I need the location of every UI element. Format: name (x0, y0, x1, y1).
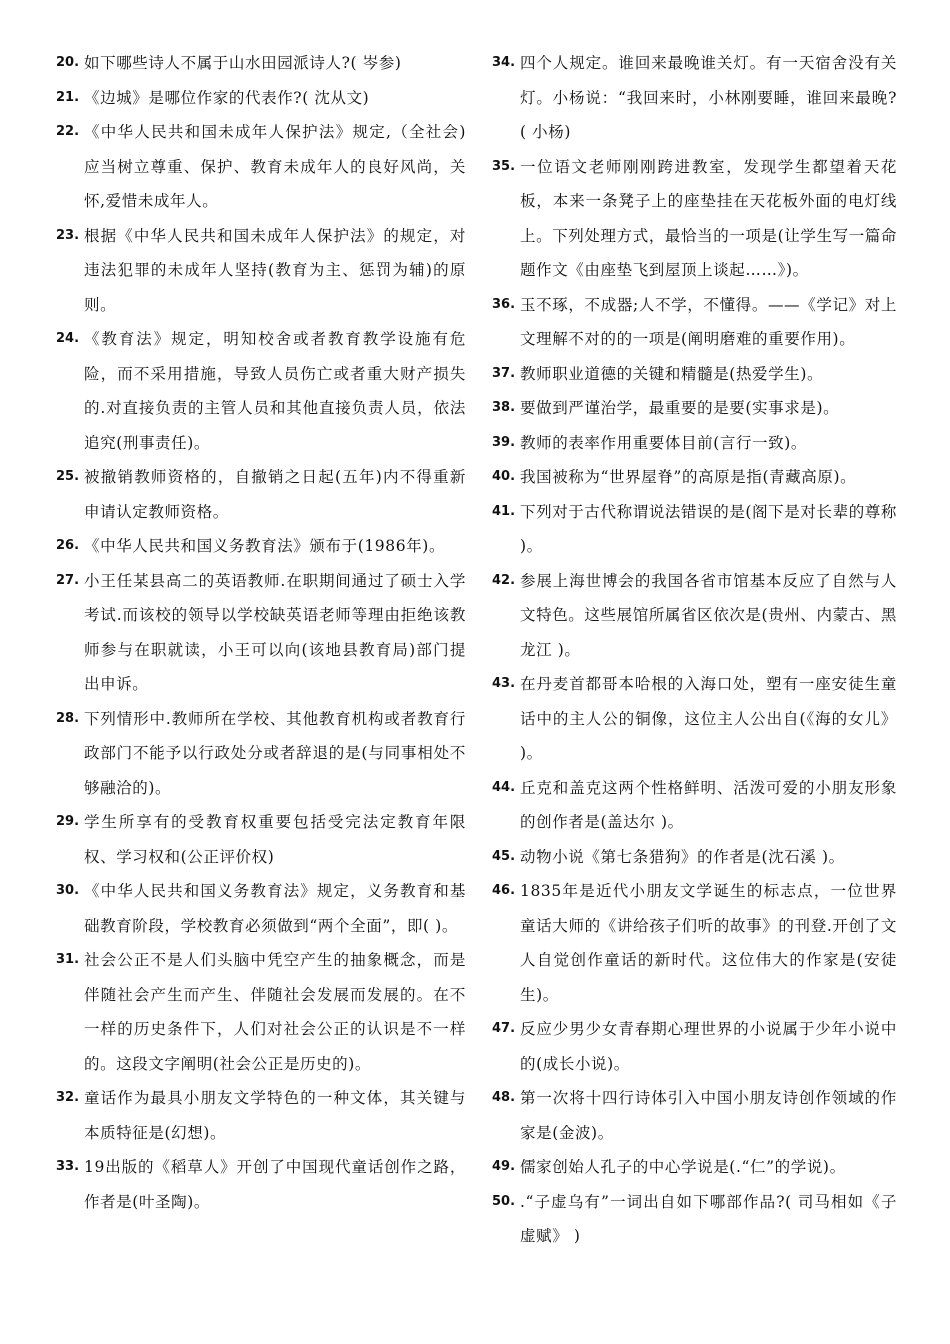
question-item (56, 805, 466, 874)
question-item (492, 391, 897, 426)
question-item (56, 322, 466, 460)
question-number: 46. (492, 883, 516, 898)
question-number: 34. (492, 55, 516, 70)
question-number: 48. (492, 1090, 516, 1105)
question-number: 49. (492, 1159, 516, 1174)
question-number: 38. (492, 400, 516, 415)
question-number: 36. (492, 296, 516, 312)
question-item (56, 1150, 466, 1219)
question-number: 22. (56, 124, 80, 139)
question-text: 社会公正不是人们头脑中凭空产生的抽象概念，而是伴随社会产生而产生、伴随社会发展而发展的。在不一样的历史条件下，人们对社会公正的认识是不一样的。这段文字阐明(社会公正是历史的)。 (84, 951, 466, 1073)
question-item (492, 1081, 897, 1150)
question-number: 29. (56, 814, 80, 829)
question-text: 根据《中华人民共和国未成年人保护法》的规定，对违法犯罪的未成年人坚持(教育为主、惩罚为辅)的原则。 (84, 226, 466, 314)
question-item (492, 357, 897, 392)
question-item (492, 460, 897, 495)
question-item (56, 219, 466, 323)
question-number: 42. (492, 572, 516, 588)
question-number: 30. (56, 883, 80, 898)
question-text: 我国被称为“世界屋脊”的高原是指(青藏高原)。 (520, 468, 857, 486)
question-item (492, 426, 897, 461)
question-number: 23. (56, 227, 80, 243)
question-text: 《边城》是哪位作家的代表作?( 沈从文) (84, 88, 370, 107)
question-number: 27. (56, 572, 80, 588)
question-item (492, 288, 897, 357)
question-item (56, 874, 466, 943)
question-item (492, 840, 897, 875)
question-text: 下列情形中.教师所在学校、其他教育机构或者教育行政部门不能予以行政处分或者辞退的是(与同事相处不够融洽的)。 (84, 709, 466, 797)
question-text: 《中华人民共和国未成年人保护法》规定,（全社会)应当树立尊重、保护、教育未成年人的良好风尚，关怀,爱惜未成年人。 (84, 123, 466, 210)
question-text: 动物小说《第七条猎狗》的作者是(沈石溪 )。 (520, 847, 845, 866)
question-text: 要做到严谨治学，最重要的是要(实事求是)。 (520, 399, 840, 417)
question-text: 儒家创始人孔子的中心学说是(.“仁”的学说)。 (520, 1158, 846, 1176)
question-item (492, 1012, 897, 1081)
question-number: 25. (56, 469, 80, 484)
question-number: 47. (492, 1021, 516, 1036)
question-number: 26. (56, 538, 80, 553)
question-text: 教师职业道德的关键和精髓是(热爱学生)。 (520, 364, 824, 383)
question-item (56, 81, 466, 116)
question-item (492, 667, 897, 771)
question-number: 44. (492, 779, 516, 795)
question-number: 50. (492, 1193, 516, 1209)
question-item (56, 943, 466, 1081)
question-item (56, 529, 466, 564)
question-text: 童话作为最具小朋友文学特色的一种文体，其关键与本质特征是(幻想)。 (84, 1089, 466, 1142)
question-item (56, 115, 466, 219)
question-number: 37. (492, 365, 516, 381)
question-text: 《中华人民共和国义务教育法》颁布于(1986年)。 (84, 537, 446, 555)
question-item (56, 460, 466, 529)
question-number: 32. (56, 1090, 80, 1105)
question-item (492, 150, 897, 288)
question-number: 20. (56, 55, 80, 70)
question-text: 被撤销教师资格的，自撤销之日起(五年)内不得重新申请认定教师资格。 (84, 468, 466, 521)
question-number: 40. (492, 469, 516, 484)
left-question-column (56, 46, 466, 1219)
question-item (492, 564, 897, 668)
question-item (56, 564, 466, 702)
question-text: 反应少男少女青春期心理世界的小说属于少年小说中的(成长小说)。 (520, 1020, 897, 1073)
question-number: 41. (492, 503, 516, 519)
question-text: 19出版的《稻草人》开创了中国现代童话创作之路，作者是(叶圣陶)。 (84, 1158, 466, 1211)
question-item (56, 702, 466, 806)
question-text: 1835年是近代小朋友文学诞生的标志点，一位世界童话大师的《讲给孩子们听的故事》的刊登.开创了文人自觉创作童话的新时代。这位伟大的作家是(安徒生)。 (520, 882, 897, 1004)
question-text: 下列对于古代称谓说法错误的是(阁下是对长辈的尊称 )。 (520, 502, 897, 555)
question-item (492, 1150, 897, 1185)
question-text: 参展上海世博会的我国各省市馆基本反应了自然与人文特色。这些展馆所属省区依次是(贵州、内蒙古、黑龙江 )。 (520, 571, 897, 659)
question-text: .“子虚乌有”一词出自如下哪部作品?( 司马相如《子虚赋》 ) (520, 1192, 897, 1245)
question-number: 33. (56, 1159, 80, 1174)
question-number: 28. (56, 710, 80, 726)
question-text: 在丹麦首都哥本哈根的入海口处，塑有一座安徒生童话中的主人公的铜像，这位主人公出自(《海的女儿》 )。 (520, 675, 897, 762)
question-item (492, 771, 897, 840)
question-number: 24. (56, 331, 80, 346)
question-text: 丘克和盖克这两个性格鲜明、活泼可爱的小朋友形象的创作者是(盖达尔 )。 (520, 778, 897, 831)
question-number: 43. (492, 676, 516, 691)
question-text: 玉不琢，不成器;人不学，不懂得。——《学记》对上文理解不对的的一项是(阐明磨难的重要作用)。 (520, 295, 897, 348)
question-text: 《教育法》规定，明知校舍或者教育教学设施有危险，而不采用措施，导致人员伤亡或者重大财产损失的.对直接负责的主管人员和其他直接负责人员，依法追究(刑事责任)。 (84, 330, 466, 452)
question-item (492, 874, 897, 1012)
question-item (492, 1185, 897, 1254)
question-number: 35. (492, 158, 516, 174)
question-text: 第一次将十四行诗体引入中国小朋友诗创作领域的作家是(金波)。 (520, 1089, 897, 1142)
question-item (492, 46, 897, 150)
question-number: 21. (56, 89, 80, 105)
question-number: 45. (492, 848, 516, 864)
question-item (492, 495, 897, 564)
question-item (56, 46, 466, 81)
question-text: 教师的表率作用重要体目前(言行一致)。 (520, 433, 807, 452)
question-number: 31. (56, 952, 80, 967)
question-text: 如下哪些诗人不属于山水田园派诗人?( 岑参) (84, 54, 402, 72)
question-text: 《中华人民共和国义务教育法》规定，义务教育和基础教育阶段，学校教育必须做到“两个全面”，即( )。 (84, 882, 466, 935)
question-text: 四个人规定。谁回来最晚谁关灯。有一天宿舍没有关灯。小杨说：“我回来时，小林刚要睡，谁回来最晚?( 小杨) (520, 54, 897, 141)
right-question-column (492, 46, 897, 1254)
question-text: 一位语文老师刚刚跨进教室，发现学生都望着天花板，本来一条凳子上的座垫挂在天花板外面的电灯线上。下列处理方式，最恰当的一项是(让学生写一篇命题作文《由座垫飞到屋顶上谈起……》)。 (520, 157, 897, 279)
question-text: 小王任某县高二的英语教师.在职期间通过了硕士入学考试.而该校的领导以学校缺英语老师等理由拒绝该教师参与在职就读，小王可以向(该地县教育局)部门提出申诉。 (84, 571, 466, 693)
question-item (56, 1081, 466, 1150)
question-text: 学生所享有的受教育权重要包括受完法定教育年限权、学习权和(公正评价权) (84, 813, 466, 866)
question-number: 39. (492, 434, 516, 450)
